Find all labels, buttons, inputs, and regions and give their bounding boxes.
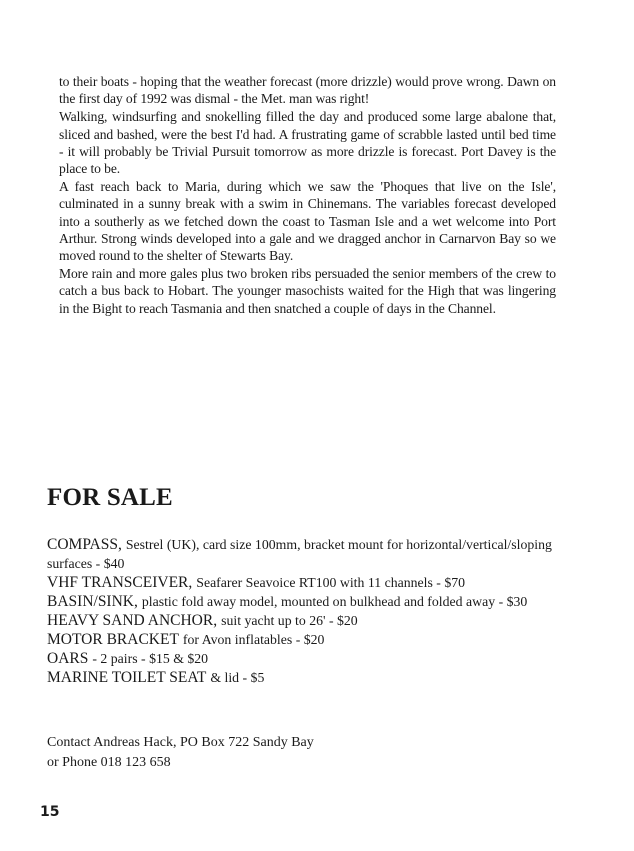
sale-item-basin-sink <box>47 592 557 611</box>
sale-item-name: MOTOR BRACKET <box>47 631 179 648</box>
narrative-paragraph: Walking, windsurfing and snokelling filled the day and produced some large abalone that, sliced and bashed, were the best I'd had. A frustrating game of scrabble lasted until bed time - it will probably be Trivial Pursuit tomorrow as more drizzle is forecast. Port Davey is the place to be. <box>59 109 556 177</box>
sale-item-name: VHF TRANSCEIVER, <box>47 574 193 591</box>
sale-item-description: plastic fold away model, mounted on bulkhead and folded away - $30 <box>141 594 528 609</box>
sale-item-vhf-transceiver <box>47 573 557 592</box>
sale-item-description: for Avon inflatables - $20 <box>182 632 325 647</box>
sale-item-compass <box>47 535 557 573</box>
narrative-paragraph: A fast reach back to Maria, during which we saw the 'Phoques that live on the Isle', culminated in a sunny break with a swim in Chinemans. The variables forecast developed into a southerly as we fetched down the coast to Tasman Isle and a wet welcome into Port Arthur. Strong winds developed into a gale and we dragged anchor in Carnarvon Bay so we moved round to the shelter of Stewarts Bay. <box>59 179 556 264</box>
sale-item-toilet-seat <box>47 668 557 687</box>
sale-item-oars <box>47 649 557 668</box>
sale-item-description: & lid - $5 <box>210 670 265 685</box>
sale-item-description: suit yacht up to 26' - $20 <box>221 613 358 628</box>
for-sale-list <box>47 535 557 687</box>
contact-block <box>47 733 447 773</box>
for-sale-heading: FOR SALE <box>47 484 173 511</box>
sale-item-name: BASIN/SINK, <box>47 593 138 610</box>
narrative-text <box>59 73 556 318</box>
sale-item-name: MARINE TOILET SEAT <box>47 669 207 686</box>
contact-line: Contact Andreas Hack, PO Box 722 Sandy Bay <box>47 735 314 750</box>
narrative-paragraph: to their boats - hoping that the weather forecast (more drizzle) would prove wrong. Dawn on the first day of 1992 was dismal - the Met. man was right! <box>59 74 556 107</box>
sale-item-sand-anchor <box>47 611 557 630</box>
sale-item-description: Sestrel (UK), card size 100mm, bracket mount for horizontal/vertical/sloping surfaces - $40 <box>47 537 552 571</box>
contact-phone: or Phone 018 123 658 <box>47 755 171 770</box>
sale-item-motor-bracket <box>47 630 557 649</box>
page-number: 15 <box>40 804 60 820</box>
sale-item-description: Seafarer Seavoice RT100 with 11 channels - $70 <box>196 575 466 590</box>
sale-item-name: OARS <box>47 650 89 667</box>
narrative-paragraph: More rain and more gales plus two broken ribs persuaded the senior members of the crew to catch a bus back to Hobart. The younger masochists waited for the High that was lingering in the Bight to reach Tasmania and then snatched a couple of days in the Channel. <box>59 266 556 316</box>
sale-item-description: - 2 pairs - $15 & $20 <box>92 651 209 666</box>
sale-item-name: HEAVY SAND ANCHOR, <box>47 612 218 629</box>
sale-item-name: COMPASS, <box>47 536 122 553</box>
